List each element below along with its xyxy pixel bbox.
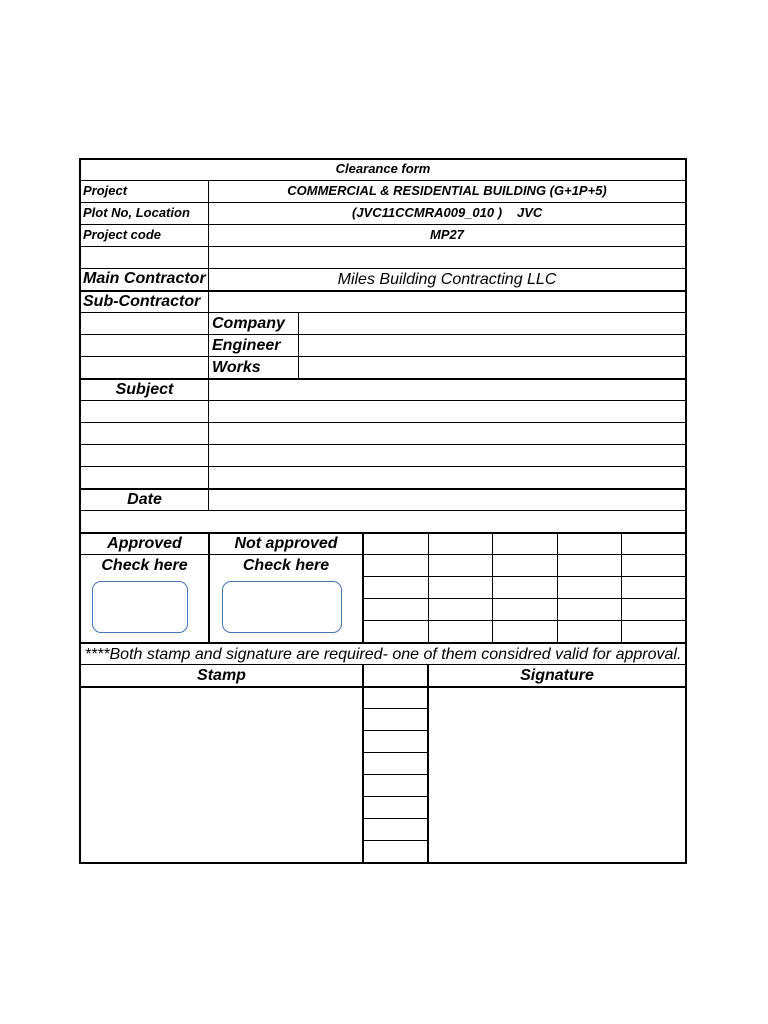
check-here-not-approved: Check here <box>242 557 330 574</box>
row-line <box>80 334 686 335</box>
row-line <box>80 488 686 490</box>
row-line <box>364 752 428 753</box>
row-line <box>364 840 428 841</box>
row-line <box>80 356 686 357</box>
row-line <box>364 576 686 577</box>
row-line <box>364 598 686 599</box>
row-line <box>80 422 686 423</box>
signature-area <box>429 688 685 862</box>
form-title: Clearance form <box>335 161 431 176</box>
row-line <box>80 290 686 292</box>
row-line <box>80 554 686 555</box>
plot-location: JVC <box>517 205 543 220</box>
subject-label: Subject <box>115 381 174 398</box>
row-line <box>80 224 686 225</box>
signature-label: Signature <box>520 667 594 684</box>
row-line <box>80 312 686 313</box>
col-line <box>362 532 364 642</box>
row-line <box>364 620 686 621</box>
col-line <box>428 532 429 642</box>
row-line <box>80 202 686 203</box>
engineer-label: Engineer <box>212 337 281 354</box>
main-contractor-value: Miles Building Contracting LLC <box>337 271 557 288</box>
col-line <box>298 312 299 378</box>
row-line <box>80 378 686 380</box>
plot-value: (JVC11CCMRA009_010 ) <box>352 205 503 220</box>
row-line <box>80 268 686 269</box>
form-border-top <box>79 158 687 160</box>
row-line <box>80 400 686 401</box>
row-line <box>80 444 686 445</box>
company-label: Company <box>212 315 285 332</box>
main-contractor-label: Main Contractor <box>83 270 206 287</box>
col-line <box>362 664 364 863</box>
col-line <box>492 532 493 642</box>
not-approved-label: Not approved <box>234 535 338 552</box>
stamp-label: Stamp <box>197 667 246 684</box>
row-line <box>80 664 686 665</box>
works-label: Works <box>212 359 261 376</box>
row-line <box>364 730 428 731</box>
check-here-approved: Check here <box>101 557 188 574</box>
row-line <box>364 774 428 775</box>
project-code-value: MP27 <box>430 227 464 242</box>
col-line <box>557 532 558 642</box>
row-line <box>80 246 686 247</box>
row-line <box>364 818 428 819</box>
form-border-bottom <box>79 862 687 864</box>
date-label: Date <box>127 491 162 508</box>
not-approved-checkbox[interactable] <box>222 581 342 633</box>
row-line <box>80 642 686 644</box>
project-code-label: Project code <box>83 227 162 242</box>
row-line <box>364 796 428 797</box>
project-value: COMMERCIAL & RESIDENTIAL BUILDING (G+1P+5) <box>287 183 607 198</box>
approved-label: Approved <box>107 535 182 552</box>
row-line <box>364 708 428 709</box>
row-line <box>80 180 686 181</box>
approved-checkbox[interactable] <box>92 581 188 633</box>
row-line <box>80 510 686 511</box>
form-border-right <box>685 158 687 864</box>
row-line <box>80 532 686 534</box>
approval-note: ****Both stamp and signature are required- one of them considred valid for approval. <box>84 646 682 663</box>
sub-contractor-label: Sub-Contractor <box>83 293 201 310</box>
row-line <box>80 466 686 467</box>
stamp-area <box>81 688 362 862</box>
col-line <box>621 532 622 642</box>
plot-label: Plot No, Location <box>83 205 190 220</box>
project-label: Project <box>83 183 128 198</box>
